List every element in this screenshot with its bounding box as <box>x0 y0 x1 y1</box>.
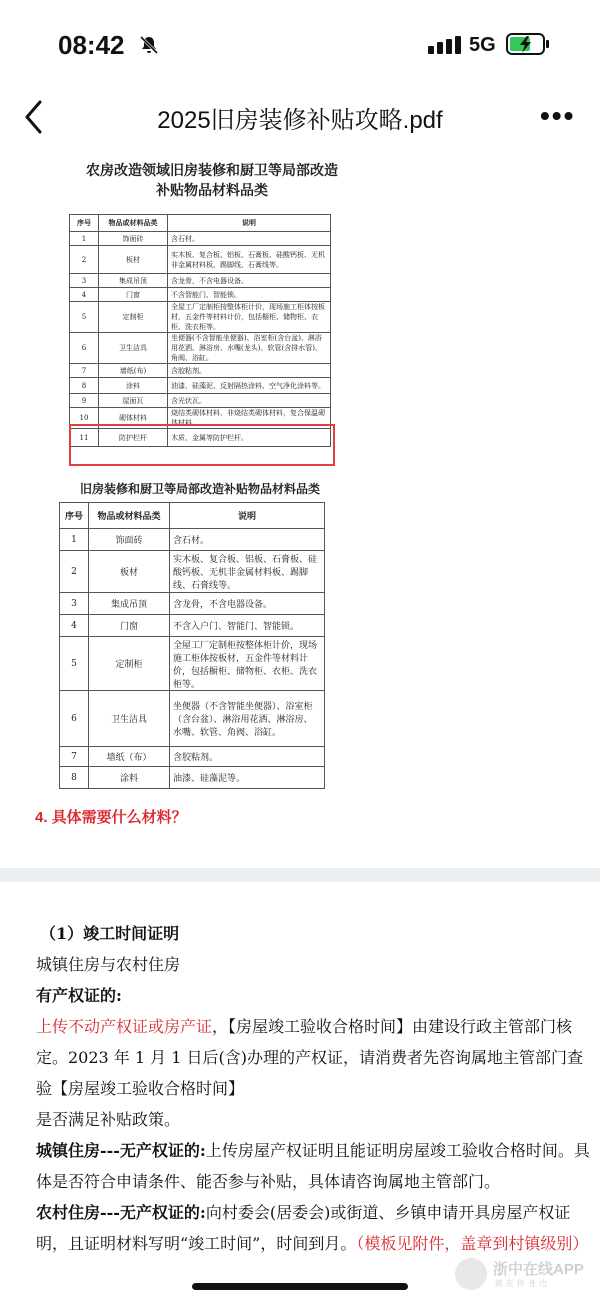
table1 <box>69 214 331 447</box>
table2-cell-desc: 全屋工厂定制柜按整体柜计价，现场施工柜体按板材，五金件等材料计价，包括橱柜、储物柜、衣柜、洗衣柜等。 <box>170 637 325 691</box>
table1-cell-no: 2 <box>70 246 99 274</box>
table1-cell-item: 定制柜 <box>99 302 168 333</box>
table1-row <box>70 394 331 408</box>
table2 <box>59 502 325 789</box>
urban-label: 城镇住房---无产权证的: <box>36 1141 206 1160</box>
table1-cell-no: 10 <box>70 408 99 429</box>
table1-cell-no: 1 <box>70 232 99 246</box>
table2-cell-no: 4 <box>60 615 89 637</box>
cell-signal-icon <box>428 36 462 54</box>
home-indicator[interactable] <box>192 1283 408 1290</box>
app-logo-icon <box>455 1258 487 1290</box>
table2-cell-item: 饰面砖 <box>89 529 170 551</box>
table2-cell-desc: 含石材。 <box>170 529 325 551</box>
table1-cell-item: 砌体材料 <box>99 408 168 429</box>
table2-header-desc: 说明 <box>170 503 325 529</box>
back-chevron-icon[interactable] <box>22 98 46 136</box>
table1-row <box>70 364 331 378</box>
table1-cell-desc: 烧结类砌体材料，非烧结类砌体材料，复合保温砌体材料。 <box>168 408 331 429</box>
table1-cell-item: 涂料 <box>99 378 168 394</box>
table2-cell-desc: 不含入户门、智能门、智能锁。 <box>170 615 325 637</box>
table2-cell-item: 集成吊顶 <box>89 593 170 615</box>
table1-title-line2: 补贴物品材料品类 <box>156 183 268 199</box>
table2-row <box>60 767 325 789</box>
table1-cell-desc: 油漆、硅藻泥、反射隔热涂料、空气净化涂料等。 <box>168 378 331 394</box>
with-cert-paragraph <box>36 1011 596 1104</box>
table2-row <box>60 747 325 767</box>
watermark-subtext: 就在你身边 <box>495 1279 550 1288</box>
table1-cell-item: 卫生洁具 <box>99 333 168 364</box>
table1-row <box>70 274 331 288</box>
table2-cell-desc: 油漆、硅藻泥等。 <box>170 767 325 789</box>
table2-row <box>60 615 325 637</box>
table2-row <box>60 529 325 551</box>
with-cert-text: ，【房屋竣工验收合格时间】由建设行政主管部门核定。2023 年 1 月 1 日后(含)办理的产权证，请消费者先咨询属地主管部门查验【房屋竣工验收合格时间】 <box>36 1017 583 1098</box>
with-cert-label: 有产权证的: <box>36 986 122 1005</box>
table2-cell-desc: 坐便器（不含智能坐便器）、浴室柜（含台盆）、淋浴用花洒、淋浴房、水嘴、软管、角阀、浴缸。 <box>170 691 325 747</box>
table1-cell-no: 11 <box>70 429 99 447</box>
table1-cell-desc: 坐便器(不含智能坐便器)、浴室柜(含台盆)、淋浴用花洒、淋浴房、水嘴(龙头)、软管(含排水管)、角阀、浴缸。 <box>168 333 331 364</box>
table2-cell-item: 墙纸（布） <box>89 747 170 767</box>
table2-cell-no: 8 <box>60 767 89 789</box>
table1-cell-item: 门窗 <box>99 288 168 302</box>
table2-row <box>60 551 325 593</box>
pdf-page-2 <box>36 918 596 1259</box>
table1-cell-item: 板材 <box>99 246 168 274</box>
table2-cell-desc: 含胶粘剂。 <box>170 747 325 767</box>
table2-cell-no: 6 <box>60 691 89 747</box>
table1-header-desc: 说明 <box>168 215 331 232</box>
question-4-heading: 4. 具体需要什么材料？ <box>35 809 187 826</box>
document-title: 2025旧房装修补贴攻略.pdf <box>157 107 443 134</box>
with-cert-end: 是否满足补贴政策。 <box>36 1110 181 1129</box>
urban-paragraph <box>36 1135 596 1197</box>
table2-cell-item: 定制柜 <box>89 637 170 691</box>
table1-cell-no: 3 <box>70 274 99 288</box>
table1-cell-desc: 含胶粘剂。 <box>168 364 331 378</box>
table1-cell-item: 饰面砖 <box>99 232 168 246</box>
table2-row <box>60 637 325 691</box>
table1-cell-desc: 含光伏瓦。 <box>168 394 331 408</box>
table1-cell-item: 屋面瓦 <box>99 394 168 408</box>
table2-cell-desc: 实木板、复合板、铝板、石膏板、硅酸钙板、无机非金属材料板、踢脚线、石膏线等。 <box>170 551 325 593</box>
table2-row <box>60 691 325 747</box>
table2-cell-no: 1 <box>60 529 89 551</box>
table1-cell-desc: 木质、金属等防护栏杆。 <box>168 429 331 447</box>
table1-row <box>70 288 331 302</box>
table1-title-line1: 农房改造领域旧房装修和厨卫等局部改造 <box>86 163 338 179</box>
urban-text: 上传房屋产权证明且能证明房屋竣工验收合格时间。具体是否符合申请条件、能否参与补贴，具体请咨询属地主管部门。 <box>36 1141 590 1191</box>
section-heading: （1）竣工时间证明 <box>40 924 180 943</box>
with-cert-red: 上传不动产权证或房产证 <box>36 1017 213 1036</box>
page-separator <box>0 868 600 882</box>
status-time: 08:42 <box>58 30 125 60</box>
table1-row <box>70 378 331 394</box>
table1-cell-no: 4 <box>70 288 99 302</box>
table1-cell-desc: 含石材。 <box>168 232 331 246</box>
table2-cell-no: 2 <box>60 551 89 593</box>
table1-row <box>70 333 331 364</box>
watermark-text: 浙中在线APP <box>493 1261 584 1278</box>
table2-cell-desc: 含龙骨，不含电器设备。 <box>170 593 325 615</box>
battery-charging-icon <box>506 33 550 55</box>
table2-cell-no: 5 <box>60 637 89 691</box>
table1-row <box>70 246 331 274</box>
table1-cell-desc: 实木板、复合板、铝板、石膏板、硅酸钙板、无机非金属材料板、踢脚线、石膏线等。 <box>168 246 331 274</box>
table1-cell-no: 8 <box>70 378 99 394</box>
table1-cell-item: 防护栏杆 <box>99 429 168 447</box>
table2-title: 旧房装修和厨卫等局部改造补贴物品材料品类 <box>79 482 320 496</box>
table2-row <box>60 593 325 615</box>
table2-cell-item: 板材 <box>89 551 170 593</box>
highlight-box <box>69 424 335 466</box>
table1-header-item: 物品或材料品类 <box>99 215 168 232</box>
table1-row <box>70 302 331 333</box>
table1-cell-desc: 全屋工厂定制柜按整体柜计价，现场施工柜体按板材，五金件等材料计价，包括橱柜、储物柜、衣柜、洗衣柜等。 <box>168 302 331 333</box>
table2-cell-no: 3 <box>60 593 89 615</box>
bell-muted-icon <box>138 34 160 56</box>
table1-cell-desc: 不含智能门、智能锁。 <box>168 288 331 302</box>
table1-row <box>70 232 331 246</box>
table2-cell-no: 7 <box>60 747 89 767</box>
table1-cell-item: 集成吊顶 <box>99 274 168 288</box>
table1-cell-no: 5 <box>70 302 99 333</box>
table2-header-item: 物品或材料品类 <box>89 503 170 529</box>
rural-text: 向村委会(居委会)或街道、乡镇申请开具房屋产权证明，且证明材料写明“竣工时间”，时间到月。 <box>36 1203 571 1253</box>
watermark-logo <box>455 1252 590 1294</box>
table1-cell-no: 7 <box>70 364 99 378</box>
table1-cell-item: 墙纸(布) <box>99 364 168 378</box>
table2-header-no: 序号 <box>60 503 89 529</box>
more-options-icon[interactable]: ••• <box>540 100 576 131</box>
table1-cell-no: 6 <box>70 333 99 364</box>
rural-paragraph <box>36 1197 596 1259</box>
table2-cell-item: 卫生洁具 <box>89 691 170 747</box>
table2-cell-item: 涂料 <box>89 767 170 789</box>
table1-cell-no: 9 <box>70 394 99 408</box>
table1-header-no: 序号 <box>70 215 99 232</box>
table2-cell-item: 门窗 <box>89 615 170 637</box>
network-type: 5G <box>469 34 496 56</box>
table1-cell-desc: 含龙骨，不含电器设备。 <box>168 274 331 288</box>
paragraph-line: 城镇住房与农村住房 <box>36 955 181 974</box>
rural-label: 农村住房---无产权证的: <box>36 1203 206 1222</box>
rural-red: （模板见附件，盖章到村镇级别） <box>356 1234 589 1253</box>
